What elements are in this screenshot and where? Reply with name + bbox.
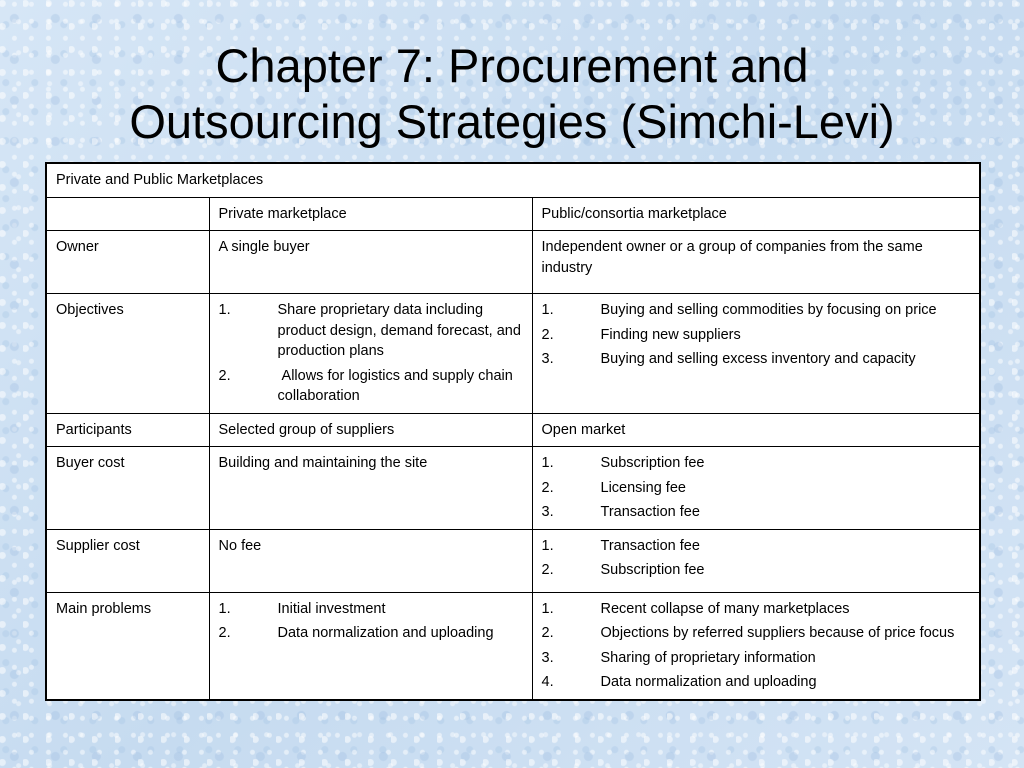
- list-number: 1.: [541, 455, 554, 471]
- list-text: Data normalization and uploading: [600, 674, 817, 690]
- main-problems-public-list: [542, 599, 971, 693]
- list-number: 1.: [218, 302, 231, 318]
- header-public-marketplace: Public/consortia marketplace: [532, 197, 980, 231]
- objectives-private-cell: [209, 294, 532, 414]
- list-number: 2.: [541, 625, 554, 641]
- list-item: [219, 599, 523, 620]
- slide-title: [0, 38, 1024, 150]
- slide-title-line-1: Chapter 7: Procurement and: [215, 39, 809, 92]
- list-text: Buying and selling excess inventory and capacity: [600, 351, 916, 367]
- list-number: 2.: [218, 367, 231, 384]
- table-row-owner: [46, 231, 980, 294]
- list-item: [219, 366, 523, 407]
- list-number: 1.: [541, 302, 554, 318]
- table-row-buyer-cost: [46, 447, 980, 530]
- table-row-objectives: [46, 294, 980, 414]
- objectives-public-cell: [532, 294, 980, 414]
- header-private-marketplace: Private marketplace: [209, 197, 532, 231]
- supplier-cost-public-cell: [532, 529, 980, 592]
- marketplace-table-container: [45, 162, 979, 701]
- list-text: Transaction fee: [600, 504, 700, 520]
- supplier-cost-public-list: [542, 536, 971, 581]
- row-label-main-problems: Main problems: [46, 592, 209, 700]
- list-item: [542, 349, 971, 370]
- list-text: Finding new suppliers: [600, 326, 741, 343]
- list-number: 2.: [541, 562, 554, 578]
- marketplace-comparison-table: [45, 162, 981, 701]
- main-problems-private-list: [219, 599, 523, 644]
- list-text: Share proprietary data including product design, demand forecast, and production plans: [277, 302, 521, 359]
- list-number: 3.: [541, 351, 554, 367]
- list-item: [542, 536, 971, 557]
- list-text: Data normalization and uploading: [277, 625, 494, 641]
- list-item: [219, 623, 523, 644]
- participants-public-cell: Open market: [532, 413, 980, 447]
- buyer-cost-public-cell: [532, 447, 980, 530]
- list-number: 1.: [218, 600, 231, 617]
- slide-title-line-2: Outsourcing Strategies (Simchi-Levi): [129, 95, 895, 148]
- table-row-main-problems: [46, 592, 980, 700]
- list-number: 2.: [541, 326, 554, 343]
- list-item: [542, 648, 971, 669]
- list-item: [542, 300, 971, 321]
- row-label-buyer-cost: Buyer cost: [46, 447, 209, 530]
- list-item: [542, 453, 971, 474]
- row-label-supplier-cost: Supplier cost: [46, 529, 209, 592]
- list-number: 2.: [541, 479, 554, 496]
- table-row-participants: [46, 413, 980, 447]
- participants-private-cell: Selected group of suppliers: [209, 413, 532, 447]
- list-text: Sharing of proprietary information: [600, 649, 816, 666]
- list-item: [542, 325, 971, 346]
- table-caption-row: [46, 163, 980, 197]
- list-number: 3.: [541, 649, 554, 666]
- list-number: 1.: [541, 600, 554, 617]
- list-text: Subscription fee: [600, 562, 705, 578]
- list-item: [542, 599, 971, 620]
- list-text: Subscription fee: [600, 455, 705, 471]
- supplier-cost-private-cell: No fee: [209, 529, 532, 592]
- list-text: Transaction fee: [600, 537, 700, 554]
- buyer-cost-public-list: [542, 453, 971, 523]
- list-item: [542, 560, 971, 581]
- row-label-owner: Owner: [46, 231, 209, 294]
- list-item: [542, 672, 971, 693]
- buyer-cost-private-cell: Building and maintaining the site: [209, 447, 532, 530]
- main-problems-public-cell: [532, 592, 980, 700]
- list-text: Initial investment: [277, 600, 386, 617]
- header-cell-empty: [46, 197, 209, 231]
- list-item: [542, 478, 971, 499]
- list-item: [219, 300, 523, 362]
- list-text: Objections by referred suppliers because of price focus: [600, 625, 955, 641]
- owner-private-cell: A single buyer: [209, 231, 532, 294]
- list-number: 4.: [541, 674, 554, 690]
- list-number: 1.: [541, 537, 554, 554]
- table-row-supplier-cost: [46, 529, 980, 592]
- list-item: [542, 623, 971, 644]
- table-header-row: [46, 197, 980, 231]
- owner-public-cell: Independent owner or a group of companies from the same industry: [532, 231, 980, 294]
- row-label-objectives: Objectives: [46, 294, 209, 414]
- objectives-public-list: [542, 300, 971, 370]
- list-text: Allows for logistics and supply chain collaboration: [277, 367, 517, 404]
- list-text: Recent collapse of many marketplaces: [600, 600, 850, 617]
- list-number: 2.: [218, 625, 231, 641]
- main-problems-private-cell: [209, 592, 532, 700]
- list-number: 3.: [541, 504, 554, 520]
- objectives-private-list: [219, 300, 523, 407]
- table-caption: Private and Public Marketplaces: [46, 163, 980, 197]
- row-label-participants: Participants: [46, 413, 209, 447]
- list-item: [542, 502, 971, 523]
- list-text: Licensing fee: [600, 479, 686, 496]
- list-text: Buying and selling commodities by focusing on price: [600, 302, 937, 318]
